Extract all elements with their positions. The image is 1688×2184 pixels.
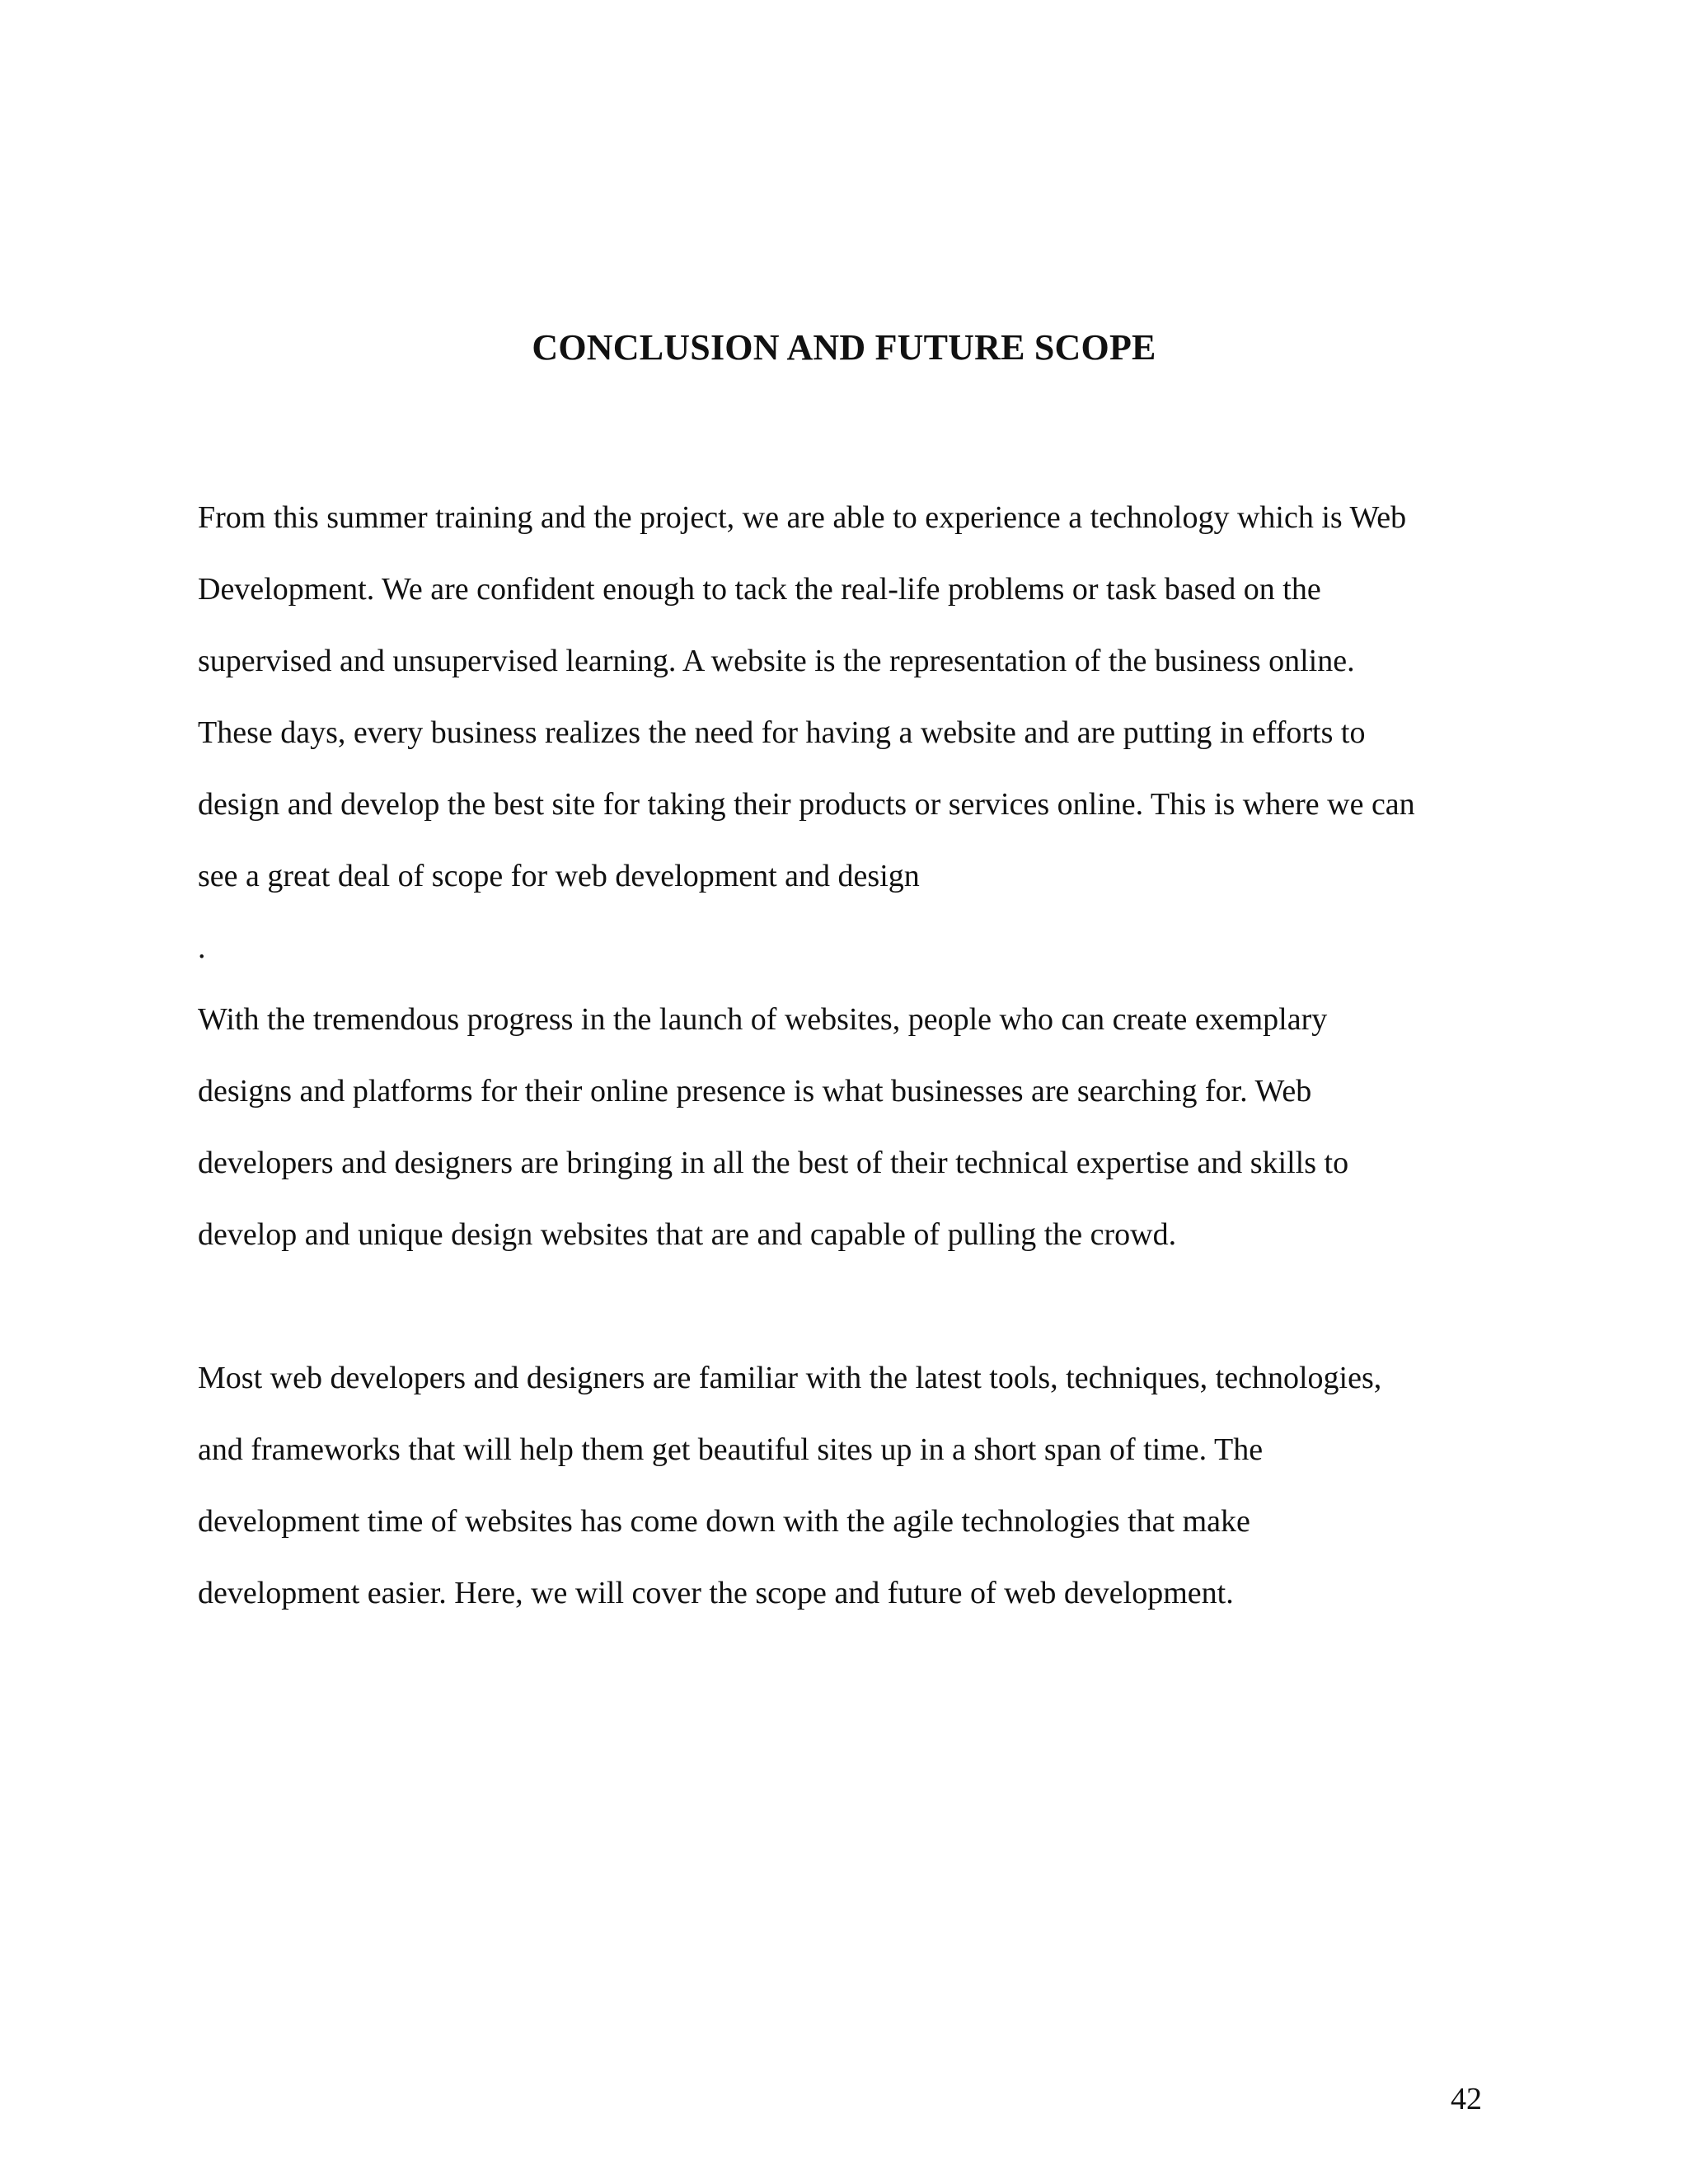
text-line: design and develop the best site for taking their products or services online. This is where we can bbox=[198, 787, 1415, 822]
text-line: These days, every business realizes the need for having a website and are putting in efforts to bbox=[198, 715, 1366, 750]
text-line: Development. We are confident enough to tack the real-life problems or task based on the bbox=[198, 572, 1321, 607]
page-title: CONCLUSION AND FUTURE SCOPE bbox=[532, 327, 1156, 368]
text-line: With the tremendous progress in the launch of websites, people who can create exemplary bbox=[198, 1002, 1328, 1037]
page-number: 42 bbox=[1451, 2082, 1482, 2116]
text-line: develop and unique design websites that are and capable of pulling the crowd. bbox=[198, 1217, 1177, 1252]
text-line: supervised and unsupervised learning. A website is the representation of the business online. bbox=[198, 644, 1355, 678]
text-line: From this summer training and the project, we are able to experience a technology which is Web bbox=[198, 500, 1407, 535]
text-line: developers and designers are bringing in all the best of their technical expertise and skills to bbox=[198, 1146, 1349, 1180]
text-line: development time of websites has come down with the agile technologies that make bbox=[198, 1504, 1250, 1539]
text-line: Most web developers and designers are familiar with the latest tools, techniques, technologies, bbox=[198, 1361, 1382, 1395]
text-line: and frameworks that will help them get beautiful sites up in a short span of time. The bbox=[198, 1432, 1264, 1467]
text-line: development easier. Here, we will cover the scope and future of web development. bbox=[198, 1576, 1234, 1610]
text-line: see a great deal of scope for web development and design bbox=[198, 859, 920, 893]
text-line: designs and platforms for their online presence is what businesses are searching for. Web bbox=[198, 1074, 1312, 1108]
text-line: . bbox=[198, 930, 206, 965]
